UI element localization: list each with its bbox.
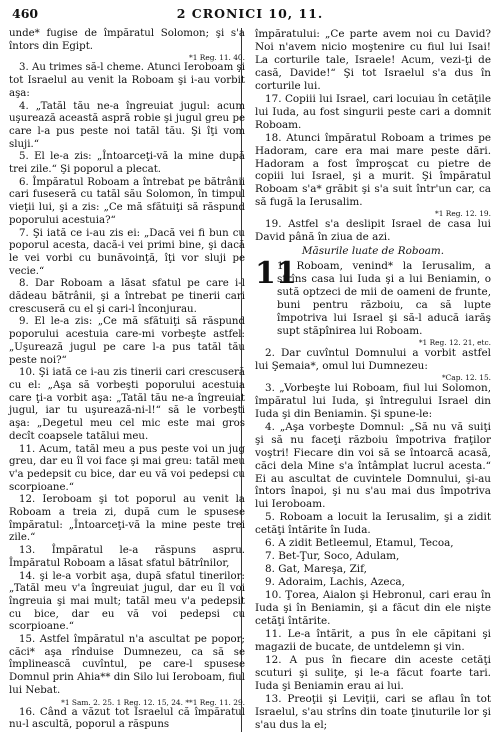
text-columns (9, 28, 491, 736)
verse: 16. Când a văzut tot Israelul că împăratul nu-l ascultă, poporul a răspuns (9, 706, 245, 731)
verse: 13. Preoţii şi Leviţii, cari se aflau în tot Israelul, s'au strîns din toate ţinuturile lor şi s'au dus la el; (255, 692, 491, 731)
verse: 7. Şi iată ce i-au zis ei: „Dacă vei fi bun cu poporul acesta, dacă-i vei primi bine, şi dacă le vei vorbi cu bunăvoinţă, îţi vor sluji pe vecie.“ (9, 227, 245, 277)
verse: 17. Copiii lui Israel, cari locuiau în cetăţile lui Iuda, au fost singurii peste cari a domnit Roboam. (255, 92, 491, 131)
verse: 10. Ţorea, Aialon şi Hebronul, cari erau în Iuda şi în Beniamin, şi a făcut din ele nişte cetăţi întărite. (255, 589, 491, 627)
cross-reference-footnote: *1 Reg. 11. 40. (189, 53, 245, 63)
section-heading: Măsurile luate de Roboam. (301, 245, 445, 258)
verse: 14. şi le-a vorbit aşa, după sfatul tinerilor: „Tatăl meu v'a îngreuiat jugul, dar eu îl voi îngreuia şi mai mult; tatăl meu v'a pedepsit cu bice, dar eu vă voi pedepsi cu scorpioane.“ (9, 570, 245, 633)
verse: 12. Ieroboam şi tot poporul au venit la Roboam a treia zi, după cum le spusese împăratul: „Întoarceţi-vă la mine peste trei zile.“ (9, 494, 245, 544)
verse: 5. Roboam a locuit la Ierusalim, şi a zidit cetăţi întărite în Iuda. (255, 511, 491, 537)
page-number: 460 (12, 6, 39, 21)
page-header (12, 6, 488, 28)
chapter-number: 11 (255, 256, 297, 292)
verse-continuation: unde* fugise de împăratul Solomon; şi s'a întors din Egipt. (9, 28, 245, 52)
cross-reference-footnote: *1 Reg. 12. 21, etc. (418, 337, 491, 347)
verse: 18. Atunci împăratul Roboam a trimes pe Hadoram, care era mai mare peste dări. Hadoram a fost împroşcat cu pietre de copiii lui Israel, şi a murit. Şi împăratul Roboam s'a* grăbit şi s'a suit într'un car, ca să fugă la Ierusalim. (255, 131, 491, 209)
verse: 8. Gat, Mareşa, Zif, (265, 563, 367, 576)
verse-text: 1. Roboam, venind* la Ierusalim, a strîns casa lui Iuda şi a lui Beniamin, o sută optzeci de mii de oameni de frunte, buni pentru războiu, ca să lupte împotriva lui Israel şi să-l aducă iarăş supt stăpînirea lui Roboam. (277, 260, 491, 337)
right-column (255, 28, 491, 732)
verse: 9. Adoraim, Lachis, Azeca, (265, 576, 405, 589)
verse: 15. Astfel împăratul n'a ascultat pe popor; căci* aşa rînduise Dumnezeu, ca să se împlinească cuvîntul, pe care-l spusese Domnul prin Ahia** din Silo lui Ieroboam, fiul lui Nebat. (9, 634, 246, 696)
cross-reference-footnote: *1 Reg. 12. 19. (435, 209, 491, 219)
cross-reference-footnote: *Cap. 12. 15. (441, 372, 491, 382)
verse: 13. Împăratul le-a răspuns aspru. Împăratul Roboam a lăsat sfatul bătrînilor, (9, 545, 245, 569)
verse: 4. „Tatăl tău ne-a îngreuiat jugul: acum uşurează această aspră robie şi jugul greu pe care l-a pus peste noi tatăl tău. Şi îţi vom sluji.“ (9, 100, 245, 150)
verse: 9. El le-a zis: „Ce mă sfătuiţi să răspund poporului acestuia care-mi vorbeşte astfel: „Uşurează jugul pe care l-a pus tatăl tău peste noi?“ (9, 316, 245, 366)
left-column (9, 28, 245, 732)
verse: 3. Au trimes să-l cheme. Atunci Ieroboam şi tot Israelul au venit la Roboam şi i-au vorbit aşa: (9, 62, 245, 99)
verse: 6. Împăratul Roboam a întrebat pe bătrânii cari fuseseră cu tatăl său Solomon, în timpul vieţii lui, şi a zis: „Ce mă sfătuiţi să răspund poporului acestuia?“ (9, 176, 245, 226)
cross-reference-footnote: *1 Sam. 2. 25. 1 Reg. 12. 15, 24. **1 Reg. 11. 29. (61, 697, 245, 707)
verse: 7. Bet-Ţur, Soco, Adulam, (265, 550, 400, 563)
verse: 3. „Vorbeşte lui Roboam, fiul lui Solomon, împăratul lui Iuda, şi întregului Israel din Iuda şi din Beniamin. Şi spune-le: (255, 381, 491, 420)
verse: 4. „Aşa vorbeşte Domnul: „Să nu vă suiţi şi să nu faceţi războiu împotriva fraţilor voştri! Fiecare din voi să se întoarcă acasă, căci dela Mine s'a întâmplat lucrul acesta.“ Ei au ascultat de cuvintele Domnului, şi-au întors înapoi, şi nu s'au mai dus împotriva lui Ieroboam. (255, 420, 491, 511)
verse: 5. El le-a zis: „Întoarceţi-vă la mine după trei zile.“ Şi poporul a plecat. (9, 151, 245, 176)
verse: 2. Dar cuvîntul Domnului a vorbit astfel lui Şemaia*, omul lui Dumnezeu: (255, 346, 491, 372)
verse: 11. Acum, tatăl meu a pus peste voi un jug greu, dar eu îl voi face şi mai greu: tatăl meu v'a pedepsit cu bice, dar eu vă voi pedepsi cu scorpioane.“ (9, 443, 245, 493)
running-title: 2 CRONICI 10, 11. (176, 6, 324, 21)
verse: 11. Le-a întărit, a pus în ele căpitani şi magazii de bucate, de untdelemn şi vin. (255, 627, 491, 653)
verse: 19. Astfel s'a deslipit Israel de casa lui David până în ziua de azi. (255, 218, 491, 244)
verse: 10. Şi iată ce i-au zis tinerii cari crescuseră cu el: „Aşa să vorbeşti poporului acestuia care ţi-a vorbit aşa: „Tatăl tău ne-a îngreuiat jugul, iar tu uşurează-ni-l!“ să le vorbeşti aşa: „Degetul meu cel mic este mai gros decît coapsele tatălui meu. (9, 367, 245, 442)
verse-continuation: împăratului: „Ce parte avem noi cu David? Noi n'avem nicio moştenire cu fiul lui Isai! La corturile tale, Israele! Acum, vezi-ţi de casă, Davide!“ Şi tot Israelul s'a dus în corturile lui. (255, 28, 491, 92)
verse: 6. A zidit Betleemul, Etamul, Tecoa, (265, 537, 454, 550)
verse: 12. A pus în fiecare din aceste cetăţi scuturi şi suliţe, şi le-a făcut foarte tari. Iuda şi Beniamin erau ai lui. (255, 653, 491, 692)
verse: 8. Dar Roboam a lăsat sfatul pe care i-l dădeau bătrânii, şi a întrebat pe tinerii cari crescuseră cu el şi cari-l înconjurau. (9, 278, 245, 315)
chapter-start (255, 256, 491, 338)
